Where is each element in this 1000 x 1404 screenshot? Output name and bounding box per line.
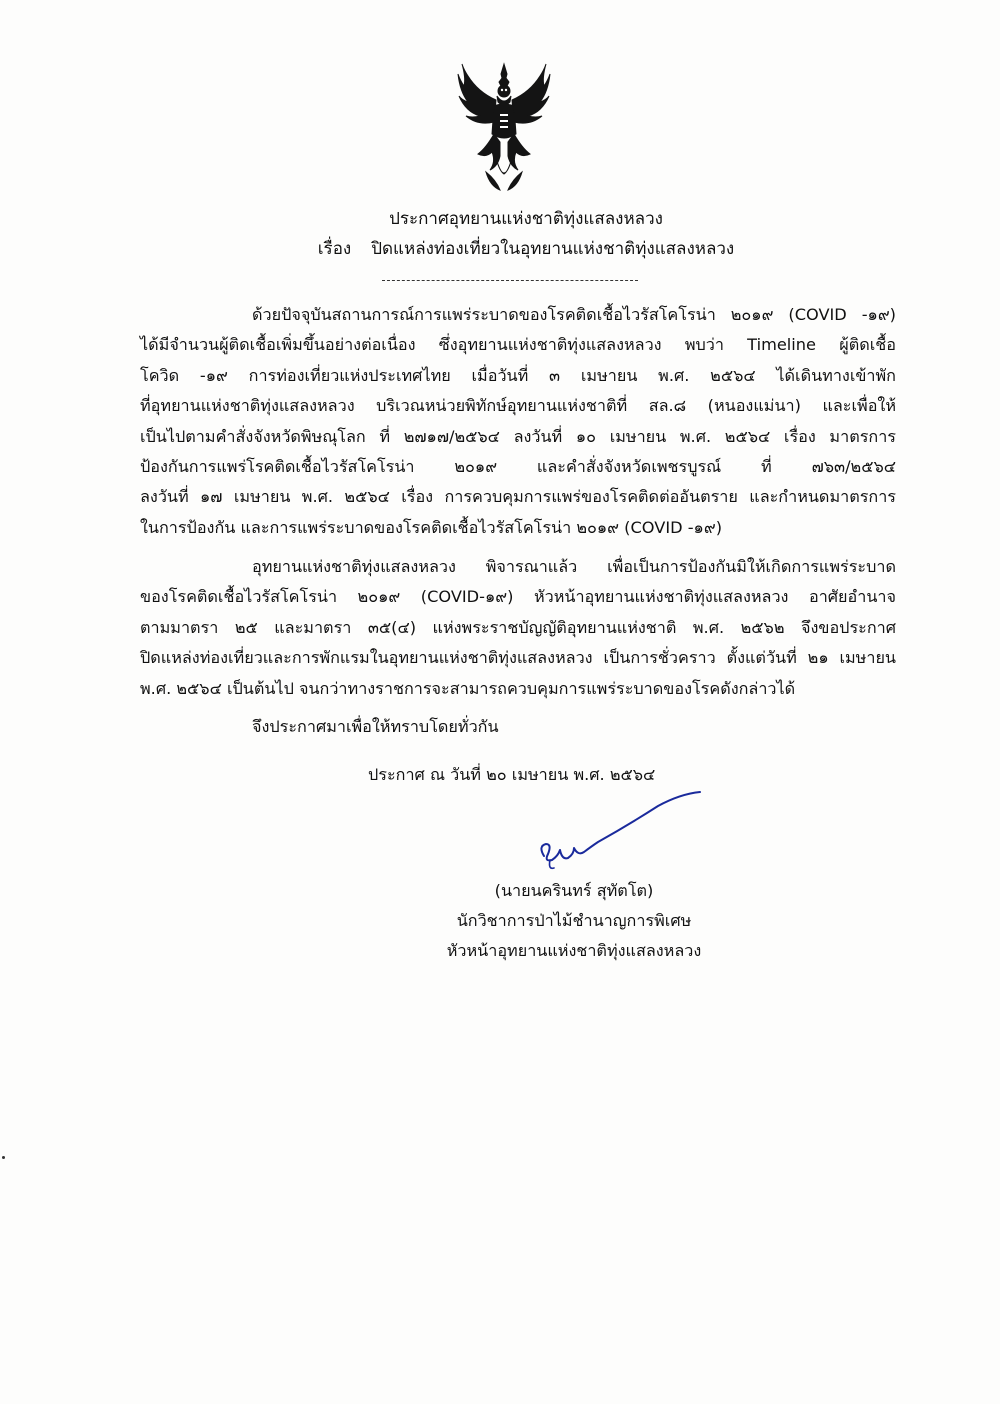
title-divider xyxy=(382,280,638,281)
paragraph-line: ที่อุทยานแห่งชาติทุ่งแสลงหลวง บริเวณหน่วยพิทักษ์อุทยานแห่งชาติที่ สล.๘ (หนองแม่นา) และเพื่อให้ xyxy=(140,396,896,416)
signer-name: (นายนครินทร์ สุทัตโต) xyxy=(494,881,654,900)
paragraph-2 xyxy=(140,552,896,704)
paragraph-line: ตามมาตรา ๒๕ และมาตรา ๓๕(๔) แห่งพระราชบัญญัติอุทยานแห่งชาติ พ.ศ. ๒๕๖๒ จึงขอประกาศ xyxy=(140,617,896,637)
paragraph-line: เป็นไปตามคำสั่งจังหวัดพิษณุโลก ที่ ๒๗๑๗/๒๕๖๔ ลงวันที่ ๑๐ เมษายน พ.ศ. ๒๕๖๔ เรื่อง มาตรการ xyxy=(140,426,896,446)
margin-mark xyxy=(2,1156,5,1159)
paragraph-1 xyxy=(140,300,896,543)
paragraph-line: ด้วยปัจจุบันสถานการณ์การแพร่ระบาดของโรคติดเชื้อไวรัสโคโรน่า ๒๐๑๙ (COVID -๑๙) xyxy=(252,305,896,324)
paragraph-line: ลงวันที่ ๑๗ เมษายน พ.ศ. ๒๕๖๔ เรื่อง การควบคุมการแพร่ของโรคติดต่ออันตราย และกำหนดมาตรการ xyxy=(140,487,896,507)
signature-icon xyxy=(530,790,720,880)
signer-office: หัวหน้าอุทยานแห่งชาติทุ่งแสลงหลวง xyxy=(446,941,702,960)
paragraph-line: โควิด -๑๙ การท่องเที่ยวแห่งประเทศไทย เมื่อวันที่ ๓ เมษายน พ.ศ. ๒๕๖๔ ได้เดินทางเข้าพัก xyxy=(140,365,896,385)
paragraph-line: ของโรคติดเชื้อไวรัสโคโรน่า ๒๐๑๙ (COVID-๑๙) หัวหน้าอุทยานแห่งชาติทุ่งแสลงหลวง อาศัยอำนาจ xyxy=(140,587,896,607)
garuda-emblem-icon xyxy=(456,62,552,192)
signer-block xyxy=(404,876,744,966)
paragraph-line: อุทยานแห่งชาติทุ่งแสลงหลวง พิจารณาแล้ว เพื่อเป็นการป้องกันมิให้เกิดการแพร่ระบาด xyxy=(252,557,896,576)
paragraph-line: ในการป้องกัน และการแพร่ระบาดของโรคติดเชื้อไวรัสโคโรน่า ๒๐๑๙ (COVID -๑๙) xyxy=(140,517,723,537)
announcement-title: ประกาศอุทยานแห่งชาติทุ่งแสลงหลวง xyxy=(389,209,663,229)
signer-position: นักวิชาการป่าไม้ชำนาญการพิเศษ xyxy=(456,911,692,930)
announcement-subject-line xyxy=(0,234,1000,264)
paragraph-line: ป้องกันการแพร่โรคติดเชื้อไวรัสโคโรน่า ๒๐๑๙ และคำสั่งจังหวัดเพชรบูรณ์ ที่ ๗๖๓/๒๕๖๔ xyxy=(140,457,896,477)
subject-label: เรื่อง xyxy=(317,239,352,259)
closing-statement: จึงประกาศมาเพื่อให้ทราบโดยทั่วกัน xyxy=(252,717,499,736)
subject-text: ปิดแหล่งท่องเที่ยวในอุทยานแห่งชาติทุ่งแสลงหลวง xyxy=(371,239,735,259)
paragraph-line: ปิดแหล่งท่องเที่ยวและการพักแรมในอุทยานแห่งชาติทุ่งแสลงหลวง เป็นการชั่วคราว ตั้งแต่วันที่ ๒๑ เมษายน xyxy=(140,648,896,668)
paragraph-line: พ.ศ. ๒๕๖๔ เป็นต้นไป จนกว่าทางราชการจะสามารถควบคุมการแพร่ระบาดของโรคดังกล่าวได้ xyxy=(140,678,796,698)
announcement-header xyxy=(0,204,1000,264)
paragraph-line: ได้มีจำนวนผู้ติดเชื้อเพิ่มขึ้นอย่างต่อเนื่อง ซึ่งอุทยานแห่งชาติทุ่งแสลงหลวง พบว่า Timeline ผู้ติดเชื้อ xyxy=(140,335,896,355)
announcement-date: ประกาศ ณ วันที่ ๒๐ เมษายน พ.ศ. ๒๕๖๔ xyxy=(368,765,656,784)
